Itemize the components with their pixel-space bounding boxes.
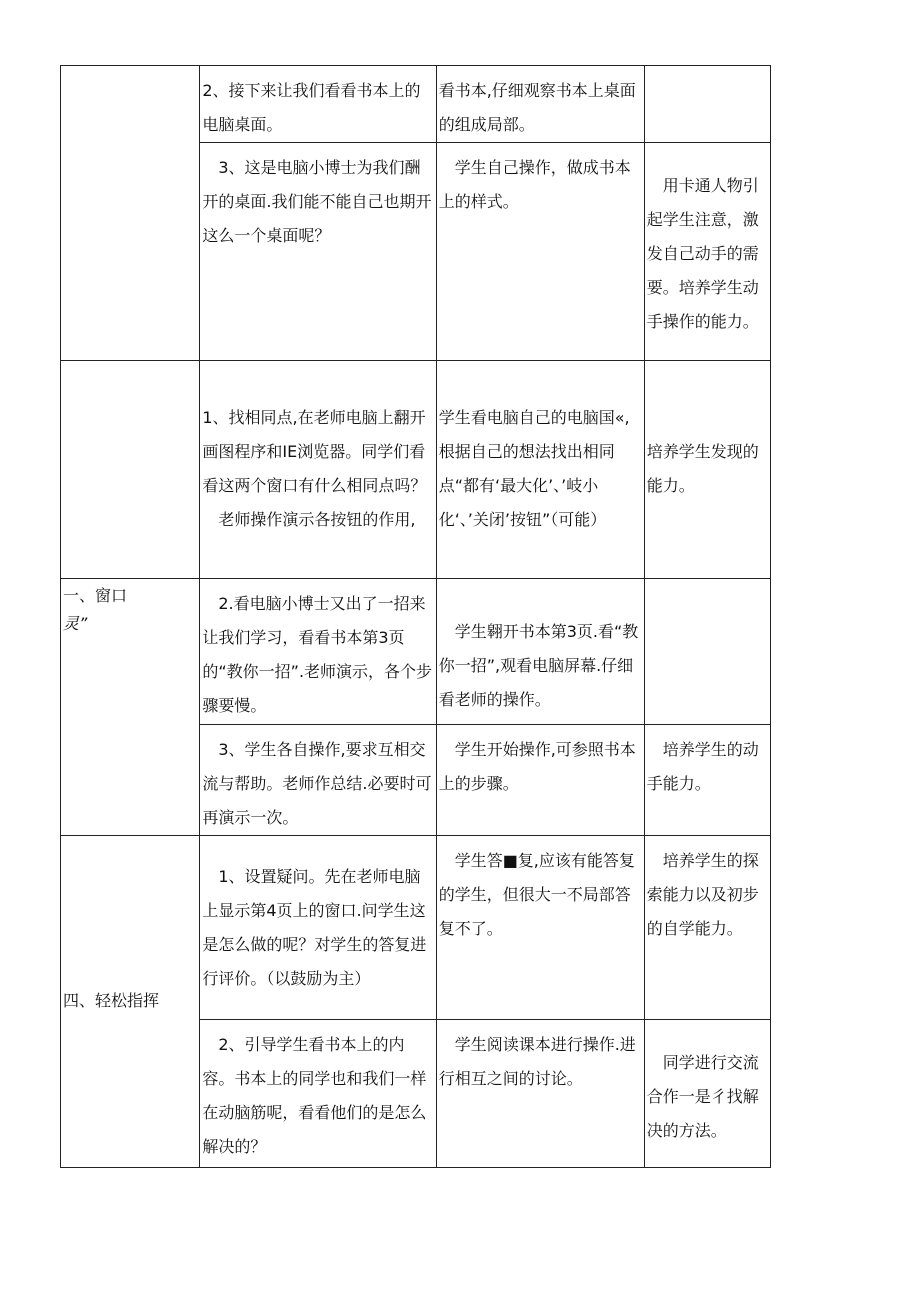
- teacher-activity-cell: [200, 361, 436, 579]
- table-row: [61, 361, 771, 579]
- lesson-plan-table: [60, 65, 771, 1168]
- teacher-activity-note: 老师操作演示各按钮的作用,: [218, 510, 416, 529]
- design-intent-cell: 培养学生的探索能力以及初步的自学能力。: [644, 836, 770, 1020]
- teacher-activity-cell: 3、学生各自操作,要求互相交流与帮助。老师作总结.必要时可再演示一次。: [200, 725, 436, 836]
- teacher-activity-cell: 2.看电脑小博士又出了一招来让我们学习，看看书本第3页的“教你一招”.老师演示，各个步骤要慢。: [200, 579, 436, 725]
- student-activity-cell: 学生开始操作,可参照书本上的步骤。: [436, 725, 644, 836]
- stage-cell: [61, 66, 200, 361]
- teacher-activity-text: 1、找相同点,在老师电脑上翻开画图程序和IE浏览器。同学们看看这两个窗口有什么相同点吗？: [202, 408, 427, 495]
- table-row: [61, 836, 771, 1020]
- stage-title: 一、窗口: [63, 586, 128, 605]
- design-intent-cell: 用卡通人物引起学生注意，激发自己动手的需要。培养学生动手操作的能力。: [644, 143, 770, 361]
- teacher-activity-cell: 3、这是电脑小博士为我们酬开的桌面.我们能不能自己也期开这么一个桌面呢？: [200, 143, 436, 361]
- stage-title: 四、轻松指挥: [63, 991, 160, 1010]
- table-row: [61, 579, 771, 725]
- design-intent-cell: 培养学生的动手能力。: [644, 725, 770, 836]
- stage-title-continued: 灵”: [63, 614, 88, 633]
- stage-cell: [61, 361, 200, 579]
- design-intent-cell: [644, 66, 770, 143]
- student-activity-cell: 学生看电脑自己的电脑国«,根据自己的想法找出相同点“都有‘最大化’、’岐小化‘、’关闭’按钮”（可能）: [436, 361, 644, 579]
- table-row: [61, 66, 771, 143]
- student-activity-cell: 学生阅读课本进行操作.进行相互之间的讨论。: [436, 1020, 644, 1168]
- teacher-activity-cell: 2、引导学生看书本上的内容。书本上的同学也和我们一样在动脑筋呢，看看他们的是怎么解决的？: [200, 1020, 436, 1168]
- design-intent-cell: [644, 579, 770, 725]
- student-activity-cell: 学生翱开书本第3页.看“教你一招”,观看电脑屏幕.仔细看老师的操作。: [436, 579, 644, 725]
- student-activity-cell: 学生自己操作，做成书本上的样式。: [436, 143, 644, 361]
- teacher-activity-cell: 2、接下来让我们看看书本上的电脑桌面。: [200, 66, 436, 143]
- student-activity-cell: 看书本,仔细观察书本上桌面的组成局部。: [436, 66, 644, 143]
- student-activity-cell: 学生答■复,应该有能答复的学生，但很大一不局部答复不了。: [436, 836, 644, 1020]
- stage-cell: [61, 836, 200, 1168]
- design-intent-cell: 培养学生发现的能力。: [644, 361, 770, 579]
- teacher-activity-cell: 1、设置疑问。先在老师电脑上显示第4页上的窗口.问学生这是怎么做的呢？对学生的答复进行评价。（以鼓励为主）: [200, 836, 436, 1020]
- stage-cell: [61, 579, 200, 836]
- design-intent-cell: 同学进行交流合作一是彳找解决的方法。: [644, 1020, 770, 1168]
